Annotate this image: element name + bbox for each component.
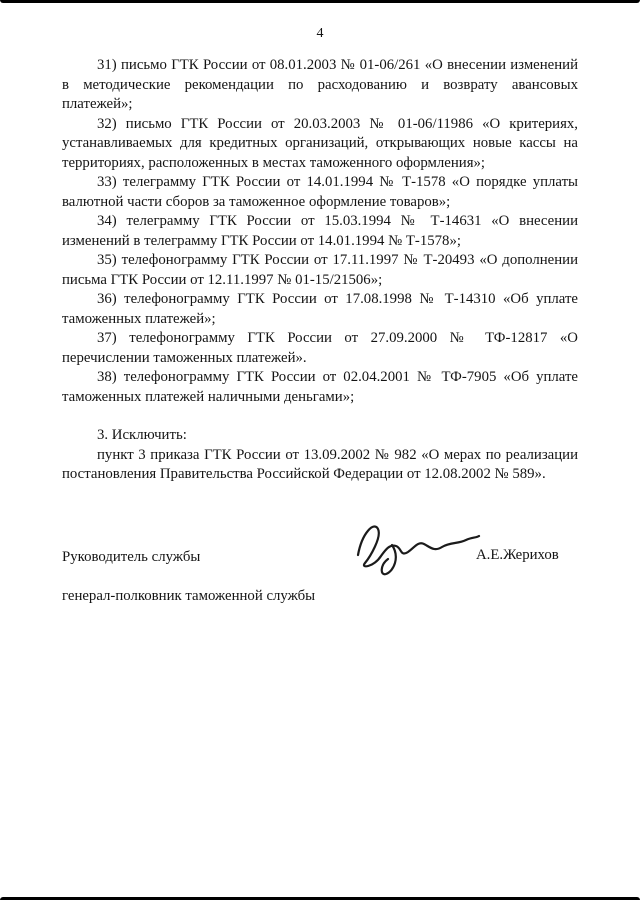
order-item-33: 33) телеграмму ГТК России от 14.01.1994 № Т-1578 «О порядке уплаты валютной части сборов за таможенное оформление товаров»; [62, 174, 578, 210]
signature-block [62, 529, 578, 604]
signatory-role-line1: Руководитель службы [62, 549, 201, 565]
exclude-body: пункт 3 приказа ГТК России от 13.09.2002 № 982 «О мерах по реализации постановления Правительства Российской Федерации от 12.08.2002 № 589». [62, 446, 578, 482]
signatory-name: А.Е.Жерихов [476, 546, 559, 563]
order-item-32: 32) письмо ГТК России от 20.03.2003 № 01-06/11986 «О критериях, устанавливаемых для кредитных организаций, открывающих новые кассы на территориях, расположенных в местах таможенного оформления»; [62, 115, 578, 171]
order-item-38: 38) телефонограмму ГТК России от 02.04.2001 № ТФ-7905 «Об уплате таможенных платежей наличными деньгами»; [62, 369, 578, 405]
exclude-heading: 3. Исключить: [97, 427, 187, 443]
order-item-37: 37) телефонограмму ГТК России от 27.09.2000 № ТФ-12817 «О перечислении таможенных платежей». [62, 330, 578, 366]
paragraph-gap [62, 407, 578, 426]
document-page [62, 26, 578, 604]
scan-edge-top [0, 0, 640, 3]
signature-gap [62, 485, 578, 529]
page-number: 4 [316, 26, 324, 41]
order-item-34: 34) телеграмму ГТК России от 15.03.1994 № Т-14631 «О внесении изменений в телеграмму ГТК России от 14.01.1994 № Т-1578»; [62, 213, 578, 249]
handwritten-signature-icon [350, 515, 482, 577]
order-item-36: 36) телефонограмму ГТК России от 17.08.1998 № Т-14310 «Об уплате таможенных платежей»; [62, 291, 578, 327]
order-item-35: 35) телефонограмму ГТК России от 17.11.1997 № Т-20493 «О дополнении письма ГТК России от 12.11.1997 № 01-15/21506»; [62, 252, 578, 288]
order-item-31: 31) письмо ГТК России от 08.01.2003 № 01-06/261 «О внесении изменений в методические рекомендации по расходованию и возврату авансовых платежей»; [62, 57, 578, 112]
signatory-role-line2: генерал-полковник таможенной службы [62, 588, 316, 604]
signatory-role [62, 529, 315, 627]
